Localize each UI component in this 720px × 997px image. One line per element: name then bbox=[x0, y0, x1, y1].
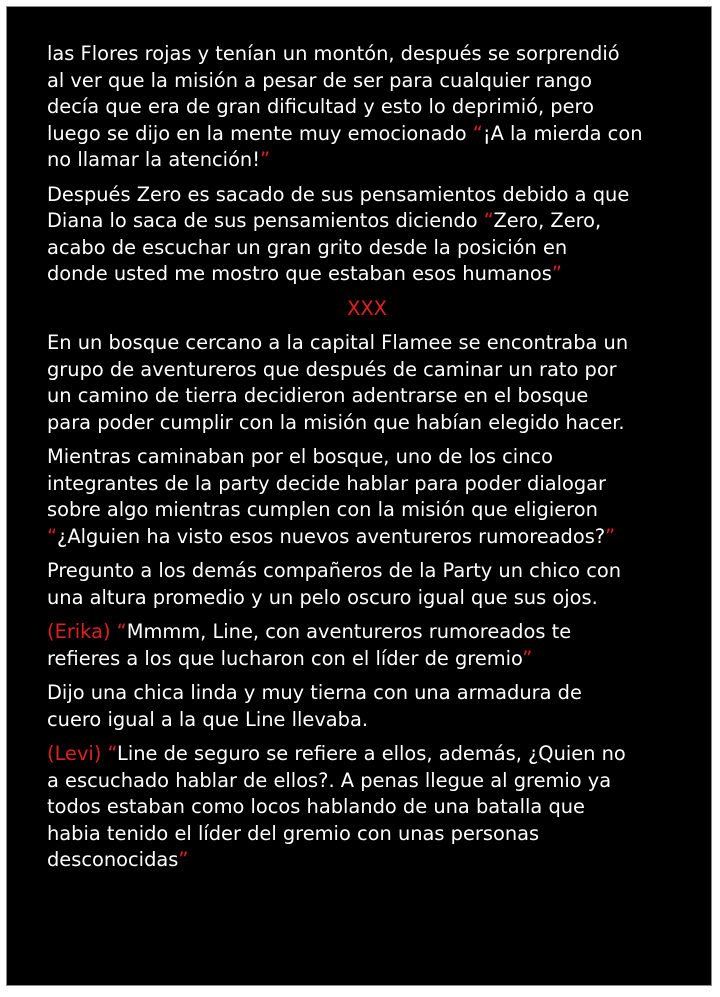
close-quote: ” bbox=[551, 262, 562, 285]
text-line: Pregunto a los demás compañeros de la Party un chico con bbox=[47, 559, 622, 582]
text-line: un camino de tierra decidieron adentrarse en el bosque bbox=[47, 384, 589, 407]
paragraph-7 bbox=[47, 680, 687, 733]
document-page bbox=[6, 6, 712, 986]
dialogue-text: Zero, Zero, bbox=[493, 209, 602, 232]
paragraph-1 bbox=[47, 41, 687, 174]
close-quote: ” bbox=[522, 646, 533, 670]
text-line: cuero igual a la que Line llevaba. bbox=[47, 707, 369, 731]
dialogue-text: todos estaban como locos hablando de una batalla que bbox=[47, 795, 585, 818]
text-line: grupo de aventureros que después de caminar un rato por bbox=[47, 357, 617, 381]
open-quote: “ bbox=[101, 742, 118, 765]
open-quote: “ bbox=[47, 524, 58, 548]
open-quote: “ bbox=[483, 209, 494, 232]
paragraph-4 bbox=[47, 444, 687, 550]
dialogue-text: ¿Alguien ha visto esos nuevos aventureros rumoreados? bbox=[57, 524, 606, 548]
dialogue-text: Line de seguro se refiere a ellos, además, ¿Quien no bbox=[117, 742, 626, 765]
paragraph-8 bbox=[47, 741, 687, 874]
text-line: las Flores rojas y tenían un montón, después se sorprendió bbox=[47, 42, 620, 65]
speaker-tag: (Erika) bbox=[47, 620, 111, 643]
paragraph-3 bbox=[47, 330, 687, 436]
dialogue-text: acabo de escuchar un gran grito desde la posición en bbox=[47, 235, 568, 259]
close-quote: ” bbox=[260, 148, 271, 171]
bottom-margin bbox=[0, 988, 720, 997]
close-quote: ” bbox=[178, 848, 189, 871]
text-line: integrantes de la party decide hablar para poder dialogar bbox=[47, 471, 607, 495]
dialogue-text: refieres a los que lucharon con el líder de gremio bbox=[47, 646, 523, 670]
text-line: decía que era de gran dificultad y esto lo deprimió, pero bbox=[47, 95, 594, 118]
open-quote: “ bbox=[110, 620, 127, 643]
text-line: sobre algo mientras cumplen con la misión que eligieron bbox=[47, 498, 598, 521]
paragraph-6 bbox=[47, 619, 687, 672]
speaker-tag: (Levi) bbox=[47, 742, 102, 765]
text-line: En un bosque cercano a la capital Flamee se encontraba un bbox=[47, 331, 629, 354]
paragraph-5 bbox=[47, 558, 687, 611]
text-line: una altura promedio y un pelo oscuro igual que sus ojos. bbox=[47, 585, 598, 609]
text-line: Diana lo saca de sus pensamientos diciendo bbox=[47, 209, 484, 232]
close-quote: ” bbox=[605, 524, 616, 548]
text-line: para poder cumplir con la misión que habían elegido hacer. bbox=[47, 410, 625, 434]
text-line: Dijo una chica linda y muy tierna con una armadura de bbox=[47, 681, 582, 704]
dialogue-text: a escuchado hablar de ellos?. A penas llegue al gremio ya bbox=[47, 768, 612, 792]
dialogue-text: Mmmm, Line, con aventureros rumoreados te bbox=[126, 620, 572, 643]
dialogue-text: desconocidas bbox=[47, 848, 179, 871]
open-quote: “ bbox=[472, 121, 483, 145]
paragraph-2 bbox=[47, 182, 687, 288]
text-line: luego se dijo en la mente muy emocionado bbox=[47, 121, 473, 145]
dialogue-text: ¡A la mierda con bbox=[482, 121, 643, 145]
text-line: Mientras caminaban por el bosque, uno de los cinco bbox=[47, 445, 554, 468]
story-text bbox=[47, 41, 687, 882]
dialogue-text: habia tenido el líder del gremio con unas personas bbox=[47, 821, 540, 845]
text-line: Después Zero es sacado de sus pensamientos debido a que bbox=[47, 182, 630, 206]
dialogue-text: donde usted me mostro que estaban esos humanos bbox=[47, 262, 552, 285]
dialogue-text: no llamar la atención! bbox=[47, 148, 260, 171]
text-line: al ver que la misión a pesar de ser para cualquier rango bbox=[47, 68, 592, 92]
section-divider: XXX bbox=[347, 296, 387, 320]
